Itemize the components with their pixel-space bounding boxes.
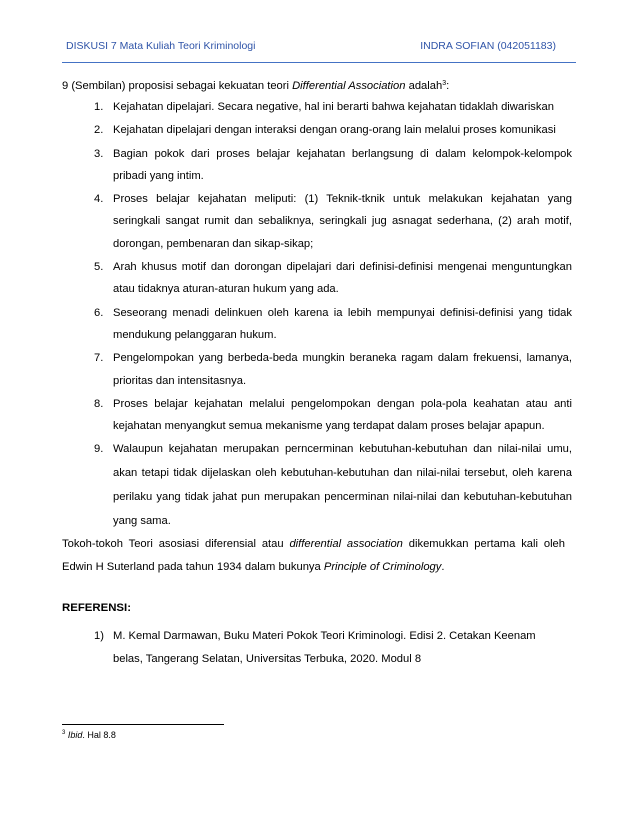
list-item: [62, 302, 572, 347]
page-header: [62, 40, 576, 63]
list-item: [62, 188, 572, 255]
list-item-text: Walaupun kejahatan merupakan perncerminan kebutuhan-kebutuhan dan nilai-nilai umu, akan tetapi tidak dijelaskan oleh kebutuhan-kebutuhan dan nilai-nilai tersebut, oleh karena perilaku yang tidak jahat pun merupakan pencerminan nilai-nilai dan kebutuhan-kebutuhan yang sama.: [113, 443, 572, 527]
reference-text: M. Kemal Darmawan, Buku Materi Pokok Teori Kriminologi. Edisi 2. Cetakan Keenam belas, Tangerang Selatan, Universitas Terbuka, 2020. Modul 8: [113, 630, 536, 665]
list-item-text: Proses belajar kejahatan meliputi: (1) Teknik-tknik untuk melakukan kejahatan yang seringkali sangat rumit dan sebaliknya, seringkali jug asnagat sederhana, (2) arah motif, dorongan, pembenaran dan sikap-sikap;: [113, 193, 572, 250]
reference-number: 1): [94, 630, 104, 642]
list-item: [62, 256, 572, 301]
header-left-title: DISKUSI 7 Mata Kuliah Teori Kriminologi: [66, 40, 256, 52]
propositions-list: [62, 96, 572, 534]
closing-text-1: Tokoh-tokoh Teori asosiasi diferensial atau: [62, 538, 290, 550]
list-item: [62, 438, 572, 533]
header-right-author: INDRA SOFIAN (042051183): [420, 40, 556, 52]
list-item: [62, 143, 572, 188]
footnote-italic: Ibid: [67, 730, 83, 740]
closing-paragraph: [62, 533, 565, 579]
references-heading: REFERENSI:: [62, 602, 131, 614]
list-item-text: Bagian pokok dari proses belajar kejahatan berlangsung di dalam kelompok-kelompok pribadi yang intim.: [113, 147, 572, 182]
intro-colon: :: [446, 80, 450, 92]
list-item: [62, 119, 572, 141]
list-item-number: 6.: [94, 306, 104, 319]
intro-text-after: adalah: [405, 80, 443, 92]
list-item-text: Seseorang menadi delinkuen oleh karena ia lebih mempunyai definisi-definisi yang tidak mendukung pelanggaran hukum.: [113, 306, 572, 341]
list-item-number: 1.: [94, 101, 104, 113]
closing-period: .: [441, 561, 445, 573]
footnote: [62, 730, 116, 740]
intro-italic-term: Differential Association: [292, 80, 406, 92]
closing-text-2: dikemukkan pertama kali oleh Edwin H Suterland pada tahun 1934 dalam bukunya: [62, 538, 566, 573]
book-title: Principle of Criminology: [323, 561, 442, 573]
footnote-reference[interactable]: 3: [442, 80, 447, 87]
list-item-number: 3.: [94, 147, 104, 160]
list-item: [62, 96, 572, 118]
closing-italic-term: differential association: [289, 538, 403, 550]
list-item-text: Pengelompokan yang berbeda-beda mungkin beraneka ragam dalam frekuensi, lamanya, prioritas dan intensitasnya.: [113, 352, 572, 387]
list-item-number: 7.: [94, 352, 104, 365]
reference-item: [62, 625, 562, 671]
footnote-text: . Hal 8.8: [82, 730, 116, 740]
list-item-number: 2.: [94, 124, 104, 137]
intro-text: 9 (Sembilan) proposisi sebagai kekuatan teori: [62, 80, 293, 92]
footnote-number: 3: [62, 730, 66, 736]
list-item-number: 9.: [94, 443, 104, 456]
intro-paragraph: [62, 76, 572, 96]
list-item-text: Kejahatan dipelajari. Secara negative, hal ini berarti bahwa kejahatan tidaklah diwariskan: [113, 101, 554, 113]
list-item-text: Proses belajar kejahatan melalui pengelompokan dengan pola-pola keahatan atau anti kejahatan menyangkut semua mekanisme yang terdapat dalam proses belajar apapun.: [113, 397, 572, 433]
list-item-text: Arah khusus motif dan dorongan dipelajari dari definisi-definisi mengenai menguntungkan atau tidaknya aturan-aturan hukum yang ada.: [113, 261, 572, 296]
list-item-text: Kejahatan dipelajari dengan interaksi dengan orang-orang lain melalui proses komunikasi: [113, 124, 556, 137]
list-item-number: 8.: [94, 397, 104, 410]
footnote-separator: [62, 724, 224, 725]
list-item-number: 4.: [94, 193, 104, 206]
list-item-number: 5.: [94, 261, 104, 274]
list-item: [62, 347, 572, 392]
list-item: [62, 393, 572, 438]
